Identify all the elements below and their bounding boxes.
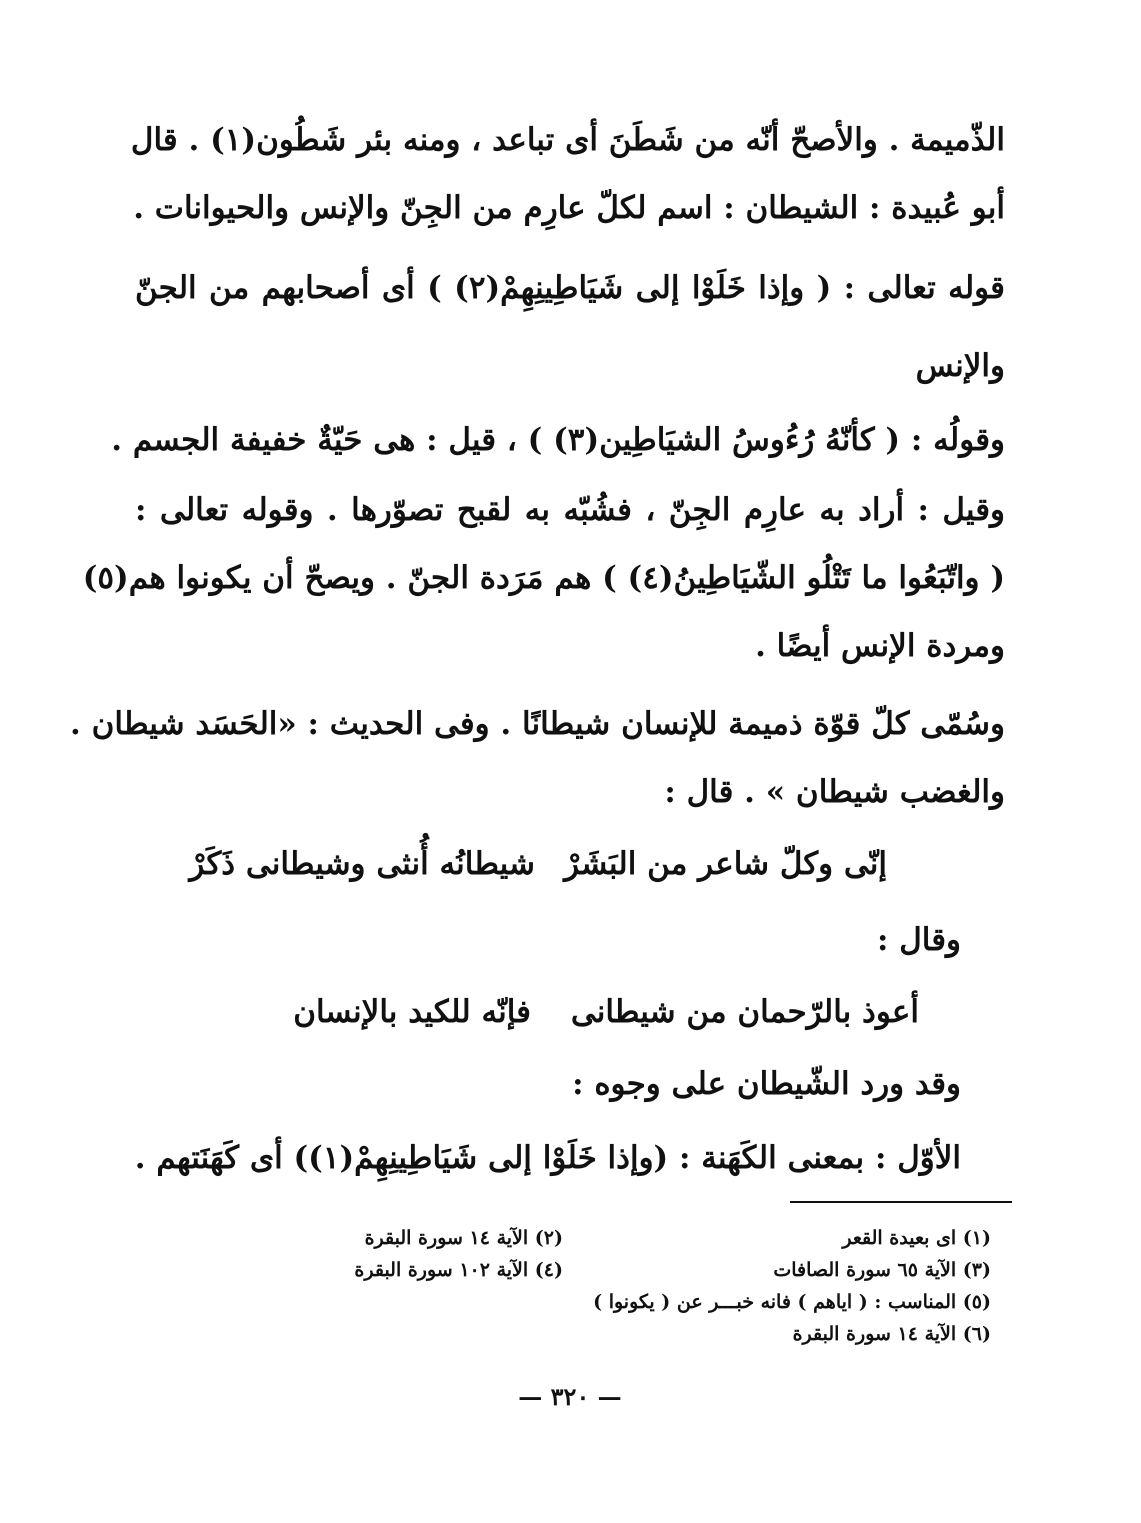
footnote-3: (٣) الآية ٦٥ سورة الصافات	[773, 1259, 991, 1281]
footnote-2: (٢) الآية ١٤ سورة البقرة	[364, 1227, 563, 1249]
footnote-1: (١) اى بعيدة القعر	[842, 1227, 991, 1249]
text-line-6: وقيل : أراد به عارِم الجِنّ ، فشُبّه به لقبح تصوّرها . وقوله تعالى :	[135, 492, 1005, 528]
text-line-13: الأوّل : بمعنى الكَهَنة : (وإذا خَلَوْا إلى شَيَاطِينِهِمْ(١)) أى كَهَنَتهم .	[134, 1140, 961, 1176]
verse-2-second-hemistich: فإنّه للكيد بالإنسان	[293, 994, 531, 1030]
footnote-separator	[790, 1201, 1012, 1203]
verse-1-second-hemistich: شيطانُه أُنثى وشيطانى ذَكَرْ	[189, 846, 535, 882]
text-line-9: وسُمّى كلّ قوّة ذميمة للإنسان شيطانًا . وفى الحديث : «الحَسَد شيطان .	[70, 706, 1005, 742]
verse-2-first-hemistich: أعوذ بالرّحمان من شيطانى	[570, 994, 919, 1030]
footnote-4: (٤) الآية ١٠٢ سورة البقرة	[354, 1259, 563, 1281]
text-line-11: وقال :	[877, 922, 961, 958]
verse-1-first-hemistich: إنّى وكلّ شاعر من البَشَرْ	[564, 846, 887, 882]
page-number: — ٣٢٠ —	[518, 1382, 622, 1411]
text-line-8: ومردة الإنس أيضًا .	[755, 628, 1005, 664]
text-line-2: أبو عُبيدة : الشيطان : اسم لكلّ عارِم من الجِنّ والإنس والحيوانات .	[133, 190, 1005, 226]
text-line-10: والغضب شيطان » . قال :	[664, 774, 1005, 810]
footnote-6: (٦) الآية ١٤ سورة البقرة	[792, 1323, 991, 1345]
footnote-5: (٥) المناسب : ( اياهم ) فانه خبـــر عن ( يكونوا )	[593, 1291, 991, 1313]
text-line-1: الذّميمة . والأصحّ أنّه من شَطَنَ أى تباعد ، ومنه بئر شَطُون(١) . قال	[130, 122, 1005, 158]
text-line-4: والإنس	[915, 348, 1005, 384]
text-line-7: ( واتّبَعُوا ما تَتْلُو الشّيَاطِينُ(٤) ) هم مَرَدة الجنّ . ويصحّ أن يكونوا هم(٥)	[82, 560, 1005, 596]
text-line-3: قوله تعالى : ( وإذا خَلَوْا إلى شَيَاطِينِهِمْ(٢) ) أى أصحابهم من الجنّ	[135, 270, 1005, 306]
text-line-5: وقولُه : ( كأنّهُ رُءُوسُ الشيَاطِين(٣) ) ، قيل : هى حَيّةٌ خفيفة الجسم .	[111, 422, 1005, 458]
text-line-12: وقد ورد الشّيطان على وجوه :	[572, 1066, 961, 1102]
